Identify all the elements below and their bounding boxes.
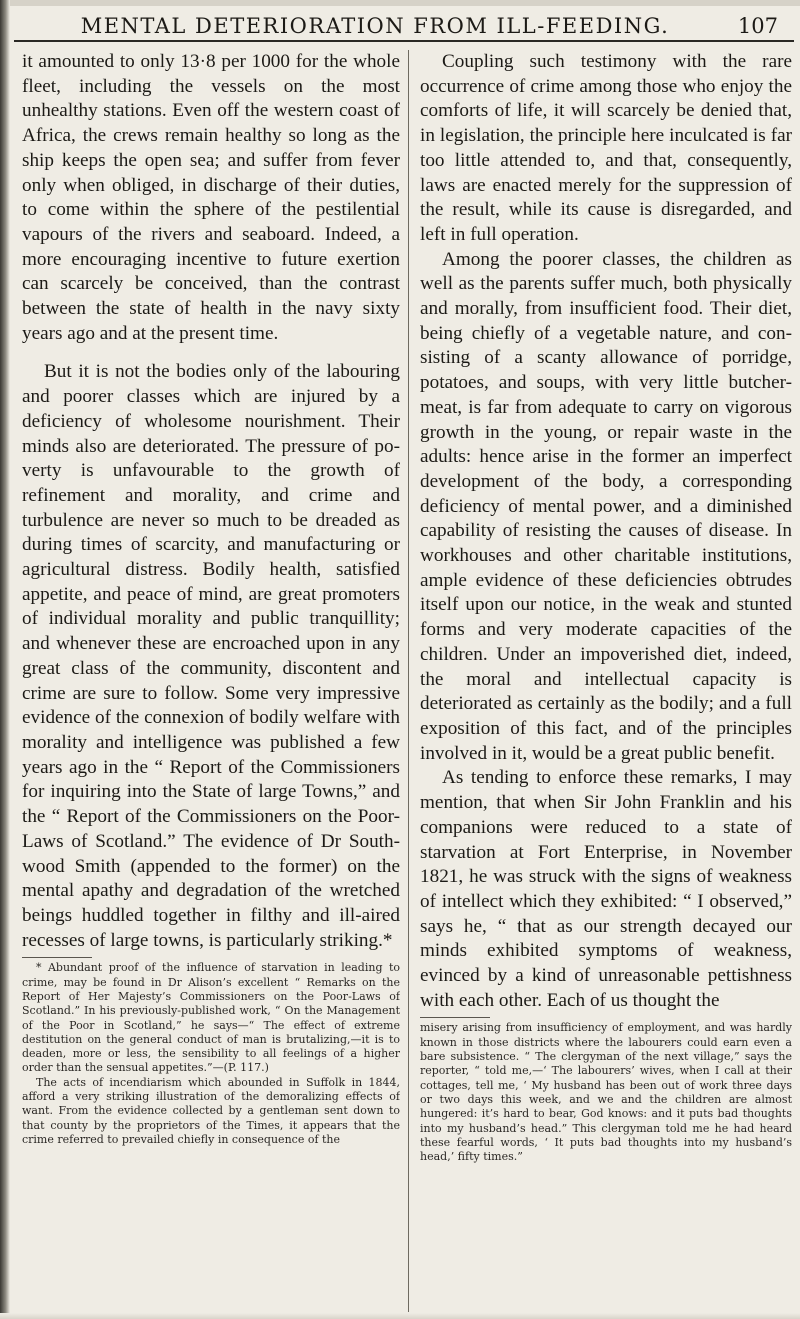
header-rule (14, 40, 794, 42)
page-number: 107 (737, 14, 778, 38)
footnote: The acts of incendiarism which abounded in Suffolk in 1844, afford a very striking illustration of the demoralizing effects of want. From the evidence collected by a gentleman sent down to that county by the proprietors of the Times, it appears that the crime referred to prevailed chiefly in consequence of the (22, 1075, 400, 1146)
right-column (420, 50, 792, 1312)
left-column (22, 50, 400, 1312)
body-paragraph: Among the poorer classes, the children as well as the parents suffer much, both physically and morally, from insufficient food. Their diet, being chiefly of a vegetable nature, and consisting of a scanty allowance of porridge, potatoes, and soups, with very little butcher-meat, is far from adequate to carry on vigorous growth in the young, or repair waste in the adults: hence arise in the former an imperfect development of the body, a corresponding deficiency of mental power, and a diminished capability of resisting the causes of disease. In workhouses and other charitable institutions, ample evidence of these deficiencies obtrudes itself upon our notice, in the weak and stunted forms and very moderate capacities of the children. Under an impoverished diet, indeed, the moral and intellectual capacity is deteriorated as certainly as the bodily; and a full exposition of this fact, and of the principles involved in it, would be a great public benefit. (420, 248, 792, 764)
body-paragraph: As tending to enforce these remarks, I may mention, that when Sir John Franklin and his companions were reduced to a state of starvation at Fort Enterprise, in November 1821, he was struck with the signs of weakness of intellect which they exhibited: “ I observed,” says he, “ that as our strength decayed our minds exhibited symptoms of weakness, evinced by a kind of unreasonable pettishness with each other. Each of us thought the (420, 767, 792, 1011)
page-title: MENTAL DETERIORATION FROM ILL-FEEDING. (80, 14, 670, 38)
page-bottom-edge (0, 1313, 800, 1319)
footnote-rule (22, 957, 92, 958)
running-head (30, 10, 790, 44)
binding-gutter (0, 0, 10, 1319)
page-top-edge (0, 0, 800, 6)
body-paragraph: But it is not the bodies only of the labouring and poorer classes which are injured by a deficiency of wholesome nourishment. Their minds also are deteriorated. The pressure of poverty is unfavourable to the growth of refinement and morality, and crime and turbulence are never so much to be dreaded as during times of scarcity, and manufacturing or agricultural distress. Bodily health, satisfied appetite, and peace of mind, are great promoters of individual morality and public tranquillity; and whenever these are encroached upon in any great class of the community, discontent and crime are sure to follow. Some very impressive evidence of the connexion of bodily welfare with morality and intelligence was published a few years ago in the “ Report of the Commissioners for inquiring into the State of large Towns,” and the “ Report of the Commissioners on the Poor-Laws of Scotland.” The evidence of Dr Southwood Smith (appended to the former) on the mental apathy and degradation of the wretched beings huddled together in filthy and ill-aired recesses of large towns, is particularly striking.* (22, 361, 400, 951)
footnote: misery arising from insufficiency of employment, and was hardly known in those districts where the labourers could earn even a bare subsistence. “ The clergyman of the next village,” says the reporter, “ told me,—‘ The labourers’ wives, when I call at their cottages, tell me, ‘ My husband has been out of work three days or two days this week, and we and the children are almost hungered: it’s hard to bear, God knows: and it puts bad thoughts into my husband’s head.” This clergyman told me he had heard these fearful words, ‘ It puts bad thoughts into my husband’s head,’ fifty times.” (420, 1021, 792, 1164)
footnote-rule (420, 1017, 490, 1018)
column-divider (408, 50, 409, 1312)
body-paragraph: it amounted to only 13·8 per 1000 for the whole fleet, including the vessels on the most unhealthy stations. Even off the western coast of Africa, the crews remain healthy so long as the ship keeps the open sea; and suffer from fever only when obliged, in discharge of their duties, to come within the sphere of the pestilential vapours of the rivers and seaboard. Indeed, a more encouraging incentive to future exertion can scarcely be conceived, than the contrast between the state of health in the navy sixty years ago and at the present time. (22, 51, 400, 344)
body-paragraph: Coupling such testimony with the rare occurrence of crime among those who enjoy the comforts of life, it will scarcely be denied that, in legislation, the principle here inculcated is far too little attended to, and that, consequently, laws are enacted merely for the suppression of the result, while its cause is disregarded, and left in full operation. (420, 51, 792, 245)
footnote: * Abundant proof of the influence of starvation in leading to crime, may be found in Dr Alison’s excellent “ Remarks on the Report of Her Majesty’s Commissioners on the Poor-Laws of Scotland.” In his previously-published work, “ On the Management of the Poor in Scotland,” he says—“ The effect of extreme destitution on the general conduct of man is brutalizing,—it is to deaden, more or less, the sensibility to all feelings of a higher order than the sensual appetites.”—(P. 117.) (22, 961, 400, 1075)
